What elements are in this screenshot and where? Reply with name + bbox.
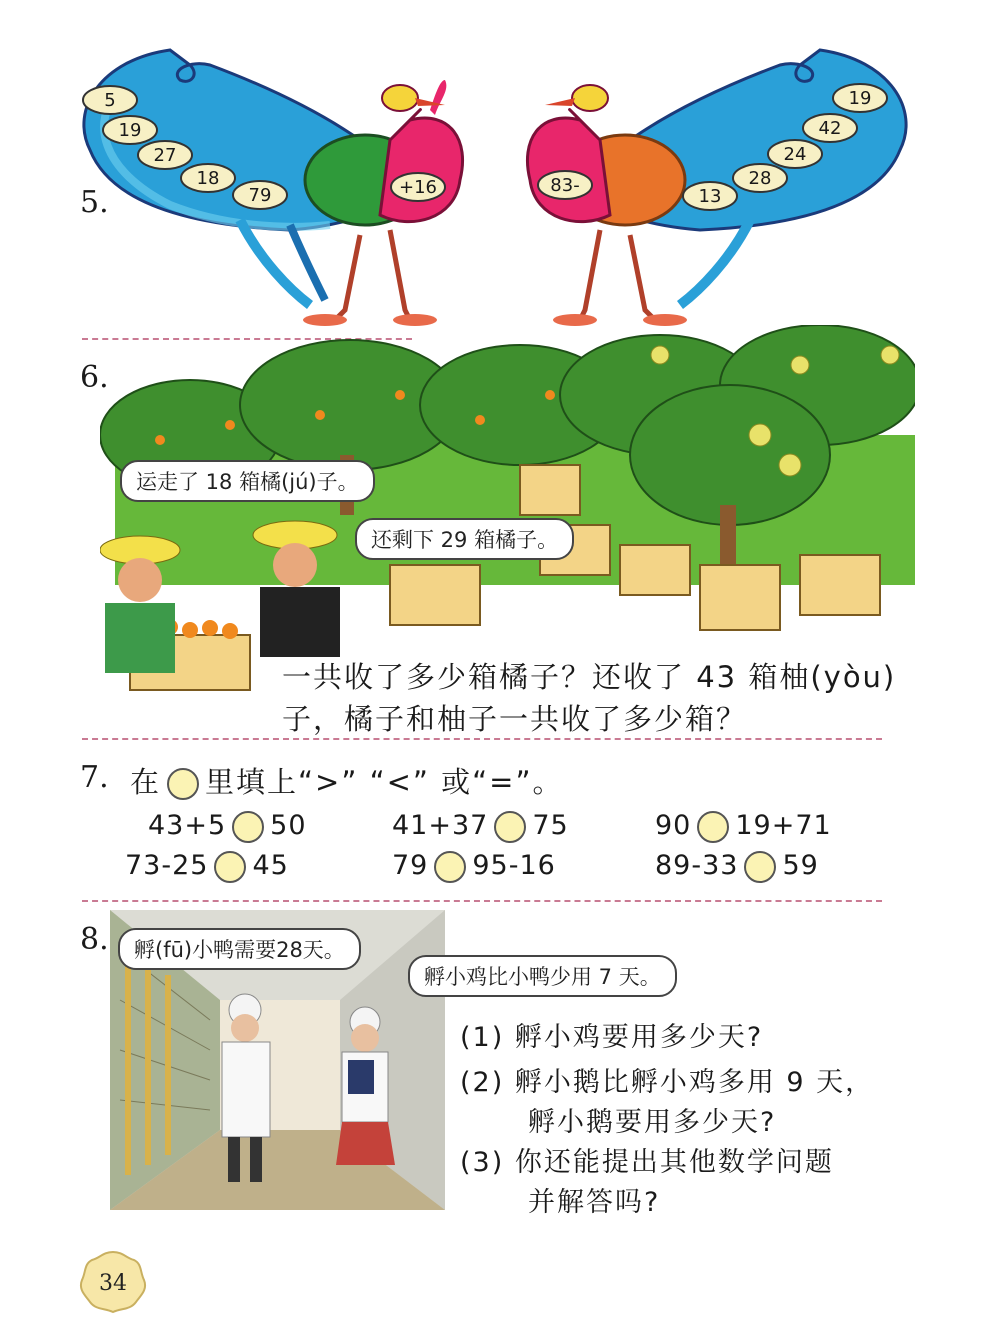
left-peacock [83, 50, 463, 326]
right-bird-operator: 83- [550, 175, 580, 196]
question-8-item-cont: 孵小鹅要用多少天? [528, 1107, 777, 1138]
instruction-post: 里填上“>” “<” 或“=”。 [205, 765, 564, 799]
item-text: 孵小鸡要用多少天? [514, 1022, 764, 1053]
right-bird-value: 13 [698, 186, 722, 207]
question-6-number: 6. [80, 360, 109, 395]
blank-circle-icon [167, 768, 199, 800]
divider [82, 900, 882, 902]
speech-bubble-chick: 孵小鸡比小鸭少用 7 天。 [408, 955, 677, 997]
page-number: 34 [99, 1271, 127, 1296]
answer-circle[interactable] [434, 851, 466, 883]
comparison-left: 43+5 [148, 810, 227, 841]
comparison-left: 89-33 [655, 850, 739, 881]
comparison-item [148, 810, 307, 843]
question-5-number: 5. [80, 185, 109, 220]
right-bird-value: 24 [783, 144, 807, 165]
right-bird-value: 19 [848, 88, 872, 109]
left-bird-value: 27 [153, 145, 177, 166]
instruction-pre: 在 [130, 765, 162, 799]
comparison-left: 41+37 [392, 810, 489, 841]
answer-circle[interactable] [697, 811, 729, 843]
comparison-item [392, 810, 569, 843]
right-bird-value: 42 [818, 118, 842, 139]
answer-circle[interactable] [744, 851, 776, 883]
comparison-right: 45 [252, 850, 289, 881]
answer-circle[interactable] [232, 811, 264, 843]
question-6-text-line1: 一共收了多少箱橘子？还收了 43 箱柚(yòu) [282, 660, 897, 694]
speech-bubble-remaining: 还剩下 29 箱橘子。 [355, 518, 574, 560]
question-7-instruction [130, 760, 564, 801]
speech-bubble-shipped: 运走了 18 箱橘(jú)子。 [120, 460, 375, 502]
comparison-right: 59 [782, 850, 819, 881]
comparison-right: 75 [532, 810, 569, 841]
orchard-illustration [100, 325, 915, 695]
answer-circle[interactable] [214, 851, 246, 883]
question-8-item [460, 1140, 834, 1179]
left-bird-value: 18 [196, 168, 220, 189]
question-6-text-line2: 子，橘子和柚子一共收了多少箱？ [282, 702, 748, 736]
comparison-item [655, 810, 832, 843]
comparison-item [655, 850, 819, 883]
comparison-item [125, 850, 289, 883]
comparison-left: 79 [392, 850, 429, 881]
right-peacock [527, 50, 906, 326]
left-bird-value: 19 [118, 120, 142, 141]
comparison-right: 19+71 [735, 810, 832, 841]
comparison-left: 73-25 [125, 850, 209, 881]
question-8-number: 8. [80, 922, 109, 957]
item-label: (3) [460, 1147, 505, 1178]
left-bird-value: 5 [104, 90, 116, 111]
right-bird-value: 28 [748, 168, 772, 189]
item-text: 孵小鹅比孵小鸡多用 9 天， [514, 1067, 875, 1098]
left-bird-operator: +16 [399, 177, 437, 198]
divider [82, 738, 882, 740]
speech-bubble-duck: 孵(fū)小鸭需要28天。 [118, 928, 361, 970]
comparison-left: 90 [655, 810, 692, 841]
answer-circle[interactable] [494, 811, 526, 843]
comparison-right: 50 [270, 810, 307, 841]
question-7-number: 7. [80, 760, 109, 795]
item-label: (2) [460, 1067, 505, 1098]
page-number-badge [78, 1250, 148, 1315]
comparison-right: 95-16 [472, 850, 556, 881]
question-8-item [460, 1015, 763, 1054]
peacock-illustration [60, 20, 930, 335]
item-text: 你还能提出其他数学问题 [514, 1147, 834, 1178]
question-8-item [460, 1060, 874, 1099]
left-bird-value: 79 [248, 185, 272, 206]
item-label: (1) [460, 1022, 505, 1053]
comparison-item [392, 850, 556, 883]
question-8-item-cont: 并解答吗? [528, 1187, 661, 1218]
